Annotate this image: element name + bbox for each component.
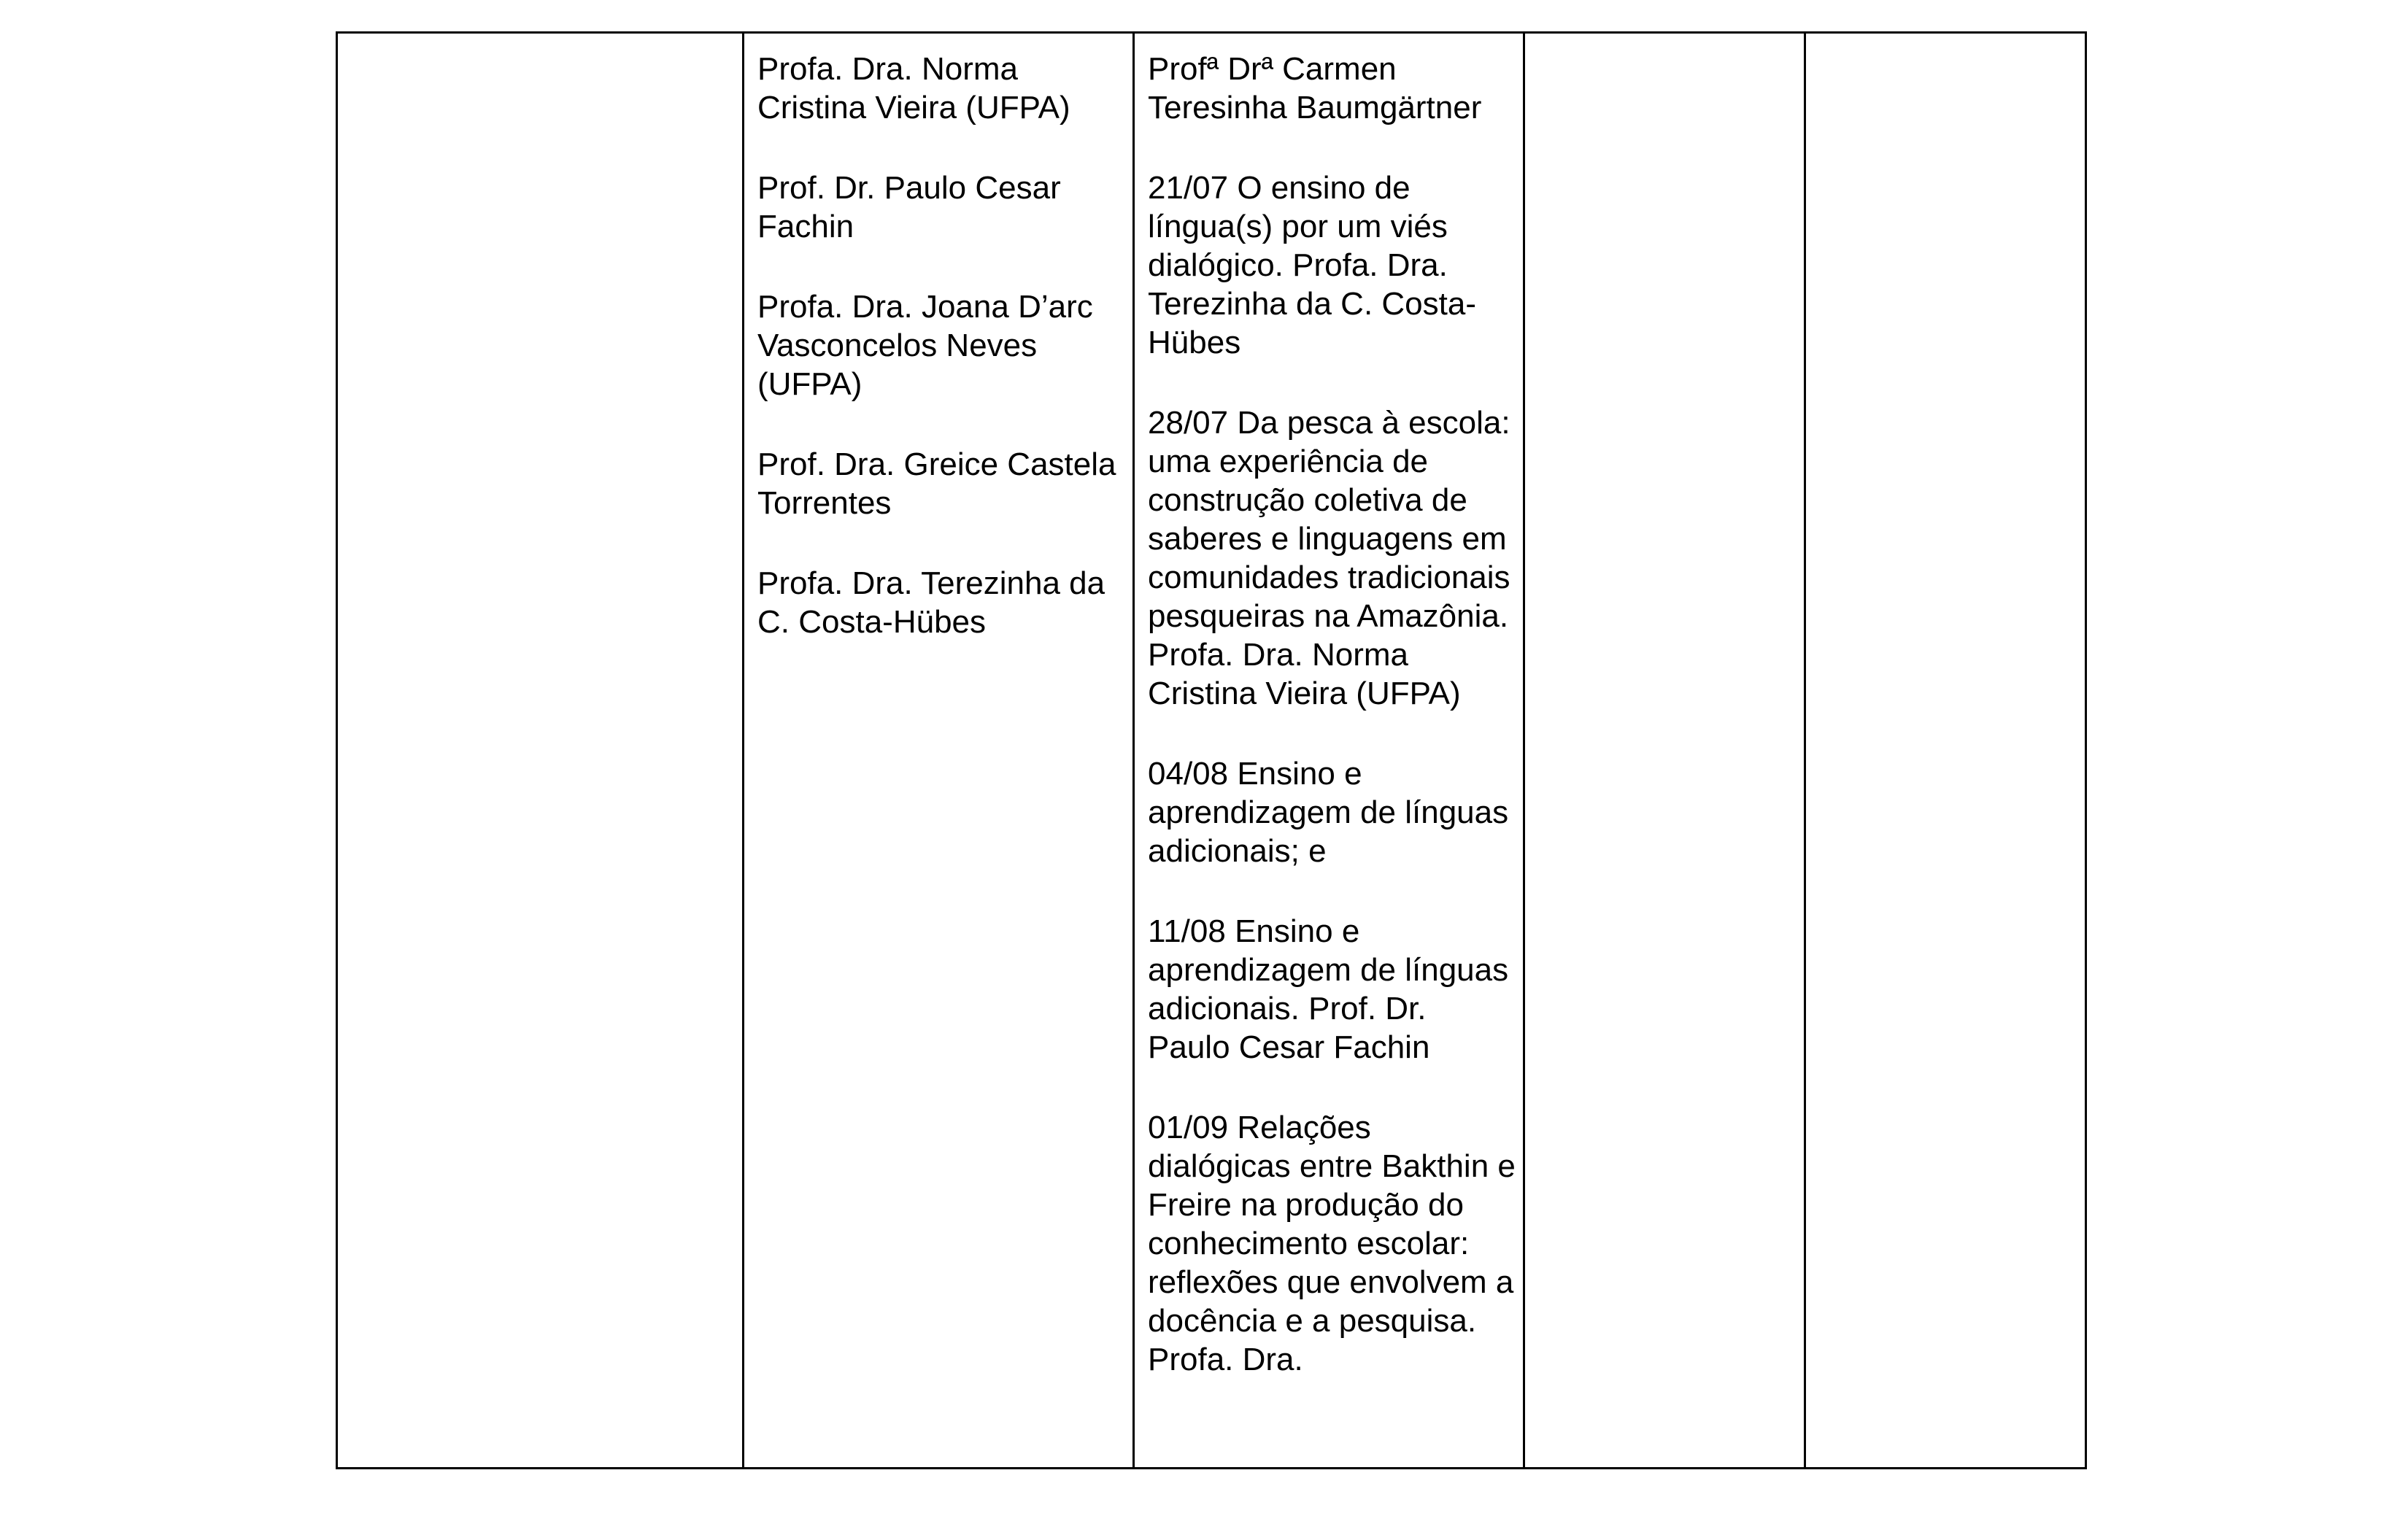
schedule-table xyxy=(336,31,2087,1469)
table-row xyxy=(337,33,2086,1469)
professor-entry: Profa. Dra. Joana D’arc Vasconcelos Neves (UFPA) xyxy=(757,289,1093,402)
table-cell-professors xyxy=(744,33,1134,1469)
table-cell-empty-1 xyxy=(337,33,744,1469)
professor-entry: Profa. Dra. Norma Cristina Vieira (UFPA) xyxy=(757,51,1070,125)
schedule-entry: 01/09 Relações dialógicas entre Bakthin e Freire na produção do conhecimento escolar: reflexões que envolvem a docência e a pesquisa. Profa. Dra. xyxy=(1148,1110,1516,1377)
professor-entry: Profa. Dra. Terezinha da C. Costa-Hübes xyxy=(757,565,1105,640)
professor-entry: Prof. Dra. Greice Castela Torrentes xyxy=(757,446,1116,521)
table-cell-schedule xyxy=(1134,33,1524,1469)
professor-entry: Prof. Dr. Paulo Cesar Fachin xyxy=(757,170,1061,244)
table-cell-empty-5 xyxy=(1805,33,2086,1469)
schedule-entry: 28/07 Da pesca à escola: uma experiência de construção coletiva de saberes e linguagens em comunidades tradicionais pesqueiras na Amazônia. Profa. Dra. Norma Cristina Vieira (UFPA) xyxy=(1148,405,1510,711)
schedule-entry: Profª Drª Carmen Teresinha Baumgärtner xyxy=(1148,51,1482,125)
schedule-entry: 11/08 Ensino e aprendizagem de línguas adicionais. Prof. Dr. Paulo Cesar Fachin xyxy=(1148,913,1509,1065)
schedule-entry: 04/08 Ensino e aprendizagem de línguas adicionais; e xyxy=(1148,756,1509,869)
schedule-entry: 21/07 O ensino de língua(s) por um viés dialógico. Profa. Dra. Terezinha da C. Costa-Hübes xyxy=(1148,170,1476,360)
table-cell-empty-4 xyxy=(1524,33,1805,1469)
